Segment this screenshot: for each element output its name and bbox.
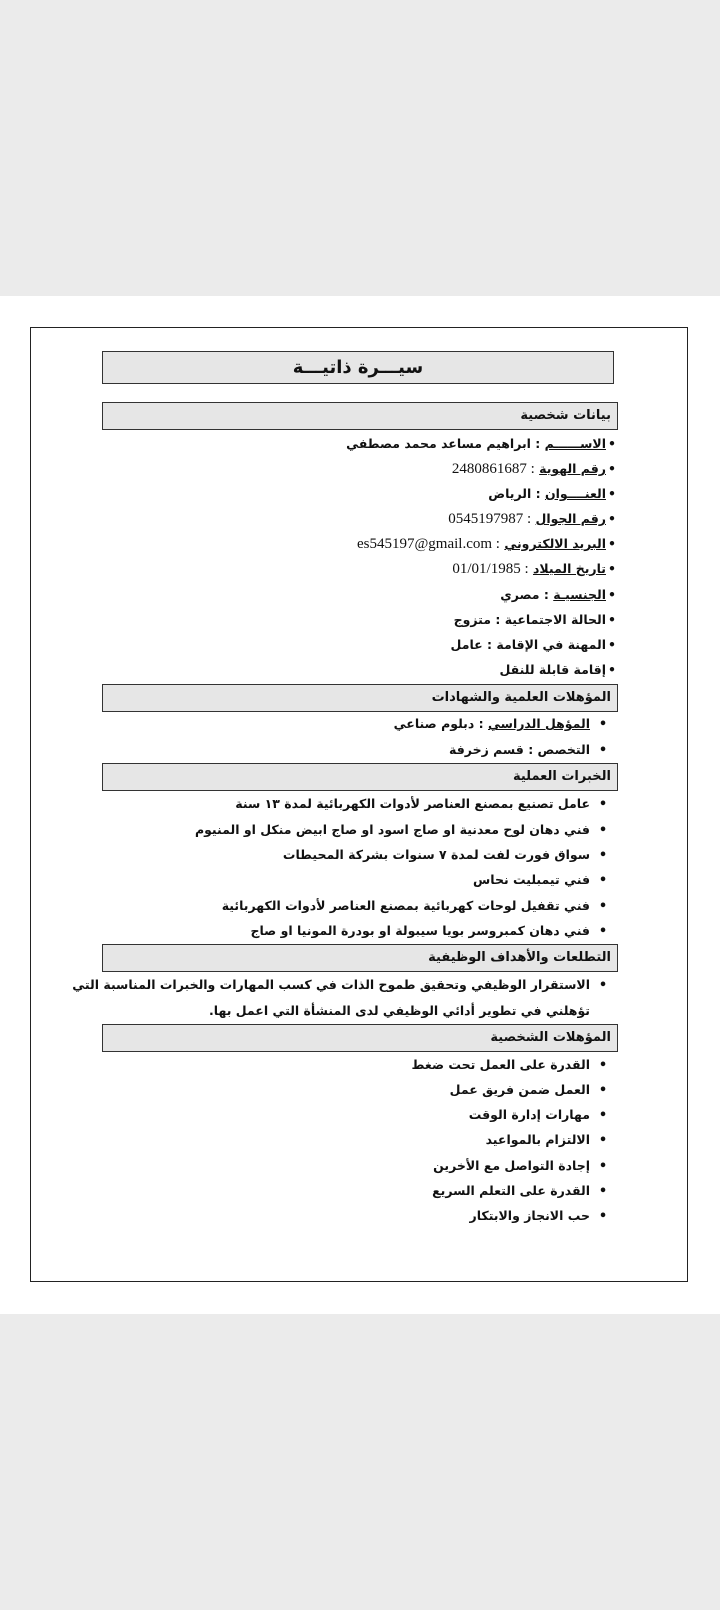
field-id: •رقم الهوية : 2480861687 bbox=[451, 461, 616, 477]
list-item-text: الالتزام بالمواعيد bbox=[485, 1132, 590, 1147]
list-item: •حب الانجاز والابتكار bbox=[469, 1208, 608, 1224]
field-value: : es545197@gmail.com bbox=[357, 536, 500, 552]
field-label: الجنسيـة bbox=[553, 587, 606, 602]
field-value: : 01/01/1985 bbox=[452, 561, 529, 577]
field-transferable: •إقامة قابلة للنقل bbox=[499, 662, 616, 677]
list-item: •فني دهان كمبروسر بويا سيبولة او بودرة المونيا او صاج bbox=[250, 923, 608, 939]
list-item: •الالتزام بالمواعيد bbox=[485, 1132, 608, 1148]
field-residence-job: •المهنة في الإقامة : عامل bbox=[450, 637, 616, 652]
field-value: : ابراهيم مساعد محمد مصطفي bbox=[346, 436, 541, 451]
list-item: •إجادة التواصل مع الأخرين bbox=[433, 1158, 608, 1174]
section-heading-experience: الخبرات العملية bbox=[102, 763, 618, 791]
document-title: سيـــرة ذاتيـــة bbox=[102, 351, 614, 384]
list-item: •المؤهل الدراسي : دبلوم صناعي bbox=[393, 716, 608, 732]
section-heading-goals: التطلعات والأهداف الوظيفية bbox=[102, 944, 618, 972]
field-nationality: •الجنسيـة : مصري bbox=[500, 587, 616, 602]
field-value: : الرياض bbox=[488, 486, 541, 501]
field-value: : 0545197987 bbox=[448, 511, 532, 527]
list-item: •فني تقفيل لوحات كهربائية بمصنع العناصر لأدوات الكهربائية bbox=[221, 898, 608, 914]
field-label: العنــــوان bbox=[544, 486, 606, 501]
field-text: التخصص : قسم زخرفة bbox=[449, 742, 590, 757]
list-item-text: حب الانجاز والابتكار bbox=[469, 1208, 590, 1223]
list-item: •القدرة على التعلم السريع bbox=[432, 1183, 608, 1199]
list-item-text: مهارات إدارة الوقت bbox=[468, 1107, 590, 1122]
list-item: •فني دهان لوح معدنية او صاج اسود او صاج ابيض منكل او المنيوم bbox=[194, 822, 608, 838]
field-value: : مصري bbox=[500, 587, 549, 602]
field-name: •الاســــــم : ابراهيم مساعد محمد مصطفي bbox=[346, 436, 616, 451]
field-marital: •الحالة الاجتماعية : متزوج bbox=[453, 612, 616, 627]
field-mobile: •رقم الجوال : 0545197987 bbox=[448, 511, 616, 527]
list-item-text: سواق فورت لفت لمدة ٧ سنوات بشركة المحيطات bbox=[282, 847, 590, 862]
list-item: •فني تيمبليت نحاس bbox=[473, 872, 608, 888]
field-label: رقم الجوال bbox=[535, 511, 606, 526]
field-dob: •تاريخ الميلاد : 01/01/1985 bbox=[452, 561, 616, 577]
field-email: •البريد الالكتروني : es545197@gmail.com bbox=[357, 536, 616, 552]
list-item-text: فني تيمبليت نحاس bbox=[473, 872, 590, 887]
field-text: الحالة الاجتماعية : متزوج bbox=[453, 612, 606, 627]
list-item-text: القدرة على التعلم السريع bbox=[432, 1183, 590, 1198]
field-value: : 2480861687 bbox=[451, 461, 535, 477]
list-item: •مهارات إدارة الوقت bbox=[468, 1107, 608, 1123]
list-item-text: عامل تصنيع بمصنع العناصر لأدوات الكهربائية لمدة ١٣ سنة bbox=[235, 796, 590, 811]
section-heading-skills: المؤهلات الشخصية bbox=[102, 1024, 618, 1052]
list-item-text: فني تقفيل لوحات كهربائية بمصنع العناصر لأدوات الكهربائية bbox=[221, 898, 590, 913]
field-label: المؤهل الدراسي bbox=[488, 716, 590, 731]
field-text: إقامة قابلة للنقل bbox=[499, 662, 606, 677]
list-item-text: فني دهان كمبروسر بويا سيبولة او بودرة المونيا او صاج bbox=[250, 923, 590, 938]
list-item-text: القدرة على العمل تحت ضغط bbox=[411, 1057, 590, 1072]
list-item: •سواق فورت لفت لمدة ٧ سنوات بشركة المحيطات bbox=[282, 847, 608, 863]
field-text: المهنة في الإقامة : عامل bbox=[450, 637, 606, 652]
list-item: •الاستقرار الوظيفي وتحقيق طموح الذات في كسب المهارات والخبرات المناسبة التي bbox=[72, 977, 608, 993]
list-item-text: إجادة التواصل مع الأخرين bbox=[433, 1158, 590, 1173]
list-item: •عامل تصنيع بمصنع العناصر لأدوات الكهربائية لمدة ١٣ سنة bbox=[235, 796, 608, 812]
list-item: •العمل ضمن فريق عمل bbox=[449, 1082, 608, 1098]
list-item-continuation: تؤهلني في تطوير أدائي الوظيفي لدى المنشأة التي اعمل بها. bbox=[209, 1003, 590, 1018]
field-label: تاريخ الميلاد bbox=[532, 561, 606, 576]
list-item-text: فني دهان لوح معدنية او صاج اسود او صاج ابيض منكل او المنيوم bbox=[194, 822, 590, 837]
section-heading-personal: بيانات شخصية bbox=[102, 402, 618, 430]
list-item-text: الاستقرار الوظيفي وتحقيق طموح الذات في كسب المهارات والخبرات المناسبة التي bbox=[72, 977, 590, 992]
list-item-text: العمل ضمن فريق عمل bbox=[449, 1082, 590, 1097]
list-item: •القدرة على العمل تحت ضغط bbox=[411, 1057, 608, 1073]
section-heading-qualifications: المؤهلات العلمية والشهادات bbox=[102, 684, 618, 712]
field-label: الاســــــم bbox=[544, 436, 606, 451]
list-item: •التخصص : قسم زخرفة bbox=[449, 742, 608, 758]
field-label: رقم الهوية bbox=[539, 461, 606, 476]
field-value: : دبلوم صناعي bbox=[393, 716, 484, 731]
field-label: البريد الالكتروني bbox=[504, 536, 606, 551]
field-address: •العنــــوان : الرياض bbox=[488, 486, 616, 501]
